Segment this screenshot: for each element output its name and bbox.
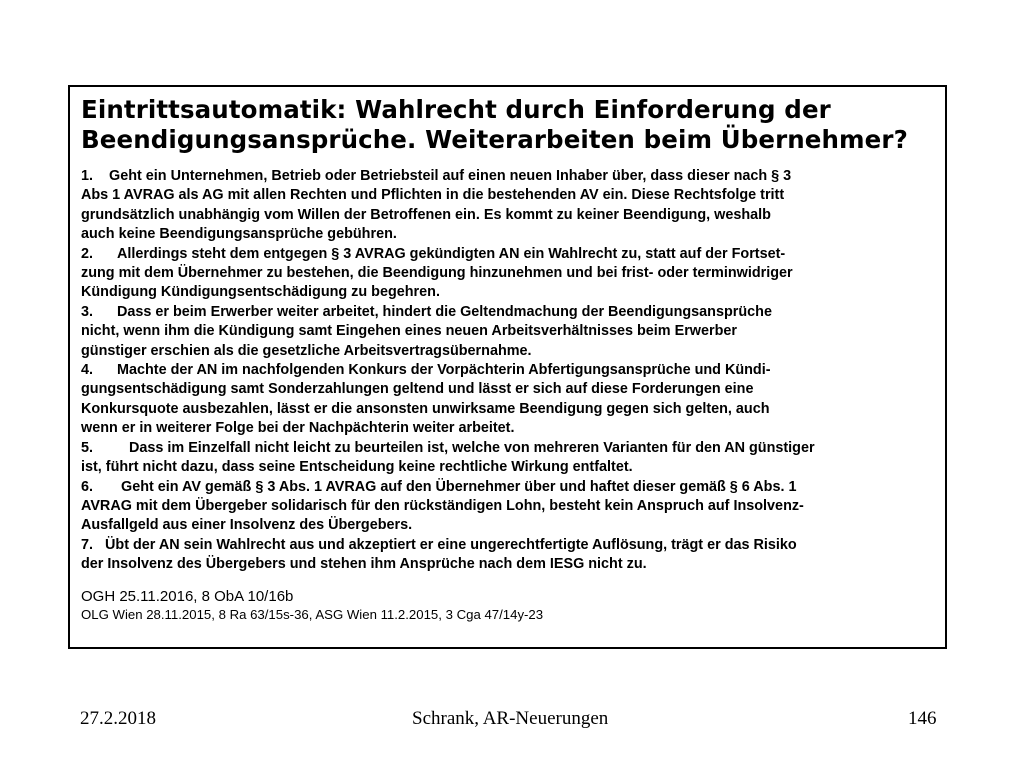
point-number: 5. xyxy=(81,439,94,456)
point-line: günstiger erschien als die gesetzliche Arbeitsvertragsübernahme. xyxy=(81,342,532,359)
point-line-text: Machte der AN im nachfolgenden Konkurs der Vorpächterin Abfertigungsansprüche und Kündi- xyxy=(117,362,771,379)
point-line: der Insolvenz des Übergebers und stehen ihm Ansprüche nach dem IESG nicht zu. xyxy=(81,556,647,573)
point-6 xyxy=(81,478,935,536)
citation-secondary: OLG Wien 28.11.2015, 8 Ra 63/15s-36, ASG Wien 11.2.2015, 3 Cga 47/14y-23 xyxy=(81,606,544,622)
point-line: wenn er in weiterer Folge bei der Nachpächterin weiter arbeitet. xyxy=(81,420,515,437)
point-line xyxy=(81,245,935,264)
point-number: 3. xyxy=(81,303,94,320)
point-number: 1. xyxy=(81,168,94,184)
point-line: grundsätzlich unabhängig vom Willen der Betroffenen ein. Es kommt zu keiner Beendigung, weshalb xyxy=(81,206,771,223)
point-number: 2. xyxy=(81,245,94,262)
point-4 xyxy=(81,361,935,439)
point-7 xyxy=(81,536,935,575)
point-line-text: Allerdings steht dem entgegen § 3 AVRAG gekündigten AN ein Wahlrecht zu, statt auf der Fortset- xyxy=(117,245,786,262)
point-line: auch keine Beendigungsansprüche gebühren. xyxy=(81,226,397,243)
point-5 xyxy=(81,439,935,478)
numbered-points-list xyxy=(81,167,935,575)
point-line-text: Geht ein AV gemäß § 3 Abs. 1 AVRAG auf den Übernehmer über und haftet dieser gemäß § 6 Abs. 1 xyxy=(121,478,797,495)
point-line: AVRAG mit dem Übergeber solidarisch für den rückständigen Lohn, besteht kein Anspruch auf Insolvenz- xyxy=(81,497,804,514)
citation-primary: OGH 25.11.2016, 8 ObA 10/16b xyxy=(81,587,294,605)
point-line xyxy=(81,303,935,322)
point-line-text: Dass er beim Erwerber weiter arbeitet, hindert die Geltendmachung der Beendigungsansprüche xyxy=(117,303,772,320)
point-line xyxy=(81,361,935,380)
point-number: 4. xyxy=(81,362,94,379)
point-2 xyxy=(81,245,935,303)
point-line xyxy=(81,439,935,458)
point-line: Konkursquote ausbezahlen, lässt er die ansonsten unwirksame Beendigung gegen sich gelten, auch xyxy=(81,400,770,417)
point-3 xyxy=(81,303,935,361)
point-line-text: Dass im Einzelfall nicht leicht zu beurteilen ist, welche von mehreren Varianten für den AN günstiger xyxy=(129,439,815,456)
footer-page-number: 146 xyxy=(908,708,937,729)
content-box xyxy=(68,85,947,649)
point-line-text: Geht ein Unternehmen, Betrieb oder Betriebsteil auf einen neuen Inhaber über, dass dieser nach § 3 xyxy=(109,168,792,184)
slide-title-line: Beendigungsansprüche. Weiterarbeiten beim Übernehmer? xyxy=(81,125,908,154)
point-1 xyxy=(81,167,935,245)
point-line xyxy=(81,167,935,186)
footer-author: Schrank, AR-Neuerungen xyxy=(412,708,609,729)
point-line: Ausfallgeld aus einer Insolvenz des Übergebers. xyxy=(81,517,413,534)
point-line-text: Übt der AN sein Wahlrecht aus und akzeptiert er eine ungerechtfertigte Auflösung, trägt er das Risiko xyxy=(105,536,797,553)
point-line: ist, führt nicht dazu, dass seine Entscheidung keine rechtliche Wirkung entfaltet. xyxy=(81,459,633,476)
slide-title xyxy=(81,95,935,155)
point-line xyxy=(81,478,935,497)
point-line: Abs 1 AVRAG als AG mit allen Rechten und Pflichten in die bestehenden AV ein. Diese Rechtsfolge tritt xyxy=(81,187,785,204)
point-line: Kündigung Kündigungsentschädigung zu begehren. xyxy=(81,284,440,301)
point-line: gungsentschädigung samt Sonderzahlungen geltend und lässt er sich auf diese Forderungen eine xyxy=(81,381,754,398)
point-line xyxy=(81,536,935,555)
point-number: 6. xyxy=(81,478,94,495)
point-line: nicht, wenn ihm die Kündigung samt Eingehen eines neuen Arbeitsverhältnisses beim Erwerber xyxy=(81,323,737,340)
slide-title-line: Eintrittsautomatik: Wahlrecht durch Einforderung der xyxy=(81,95,831,124)
footer-date: 27.2.2018 xyxy=(80,708,156,729)
point-number: 7. xyxy=(81,536,94,553)
point-line: zung mit dem Übernehmer zu bestehen, die Beendigung hinzunehmen und bei frist- oder terminwidriger xyxy=(81,265,793,282)
citations xyxy=(81,588,935,623)
